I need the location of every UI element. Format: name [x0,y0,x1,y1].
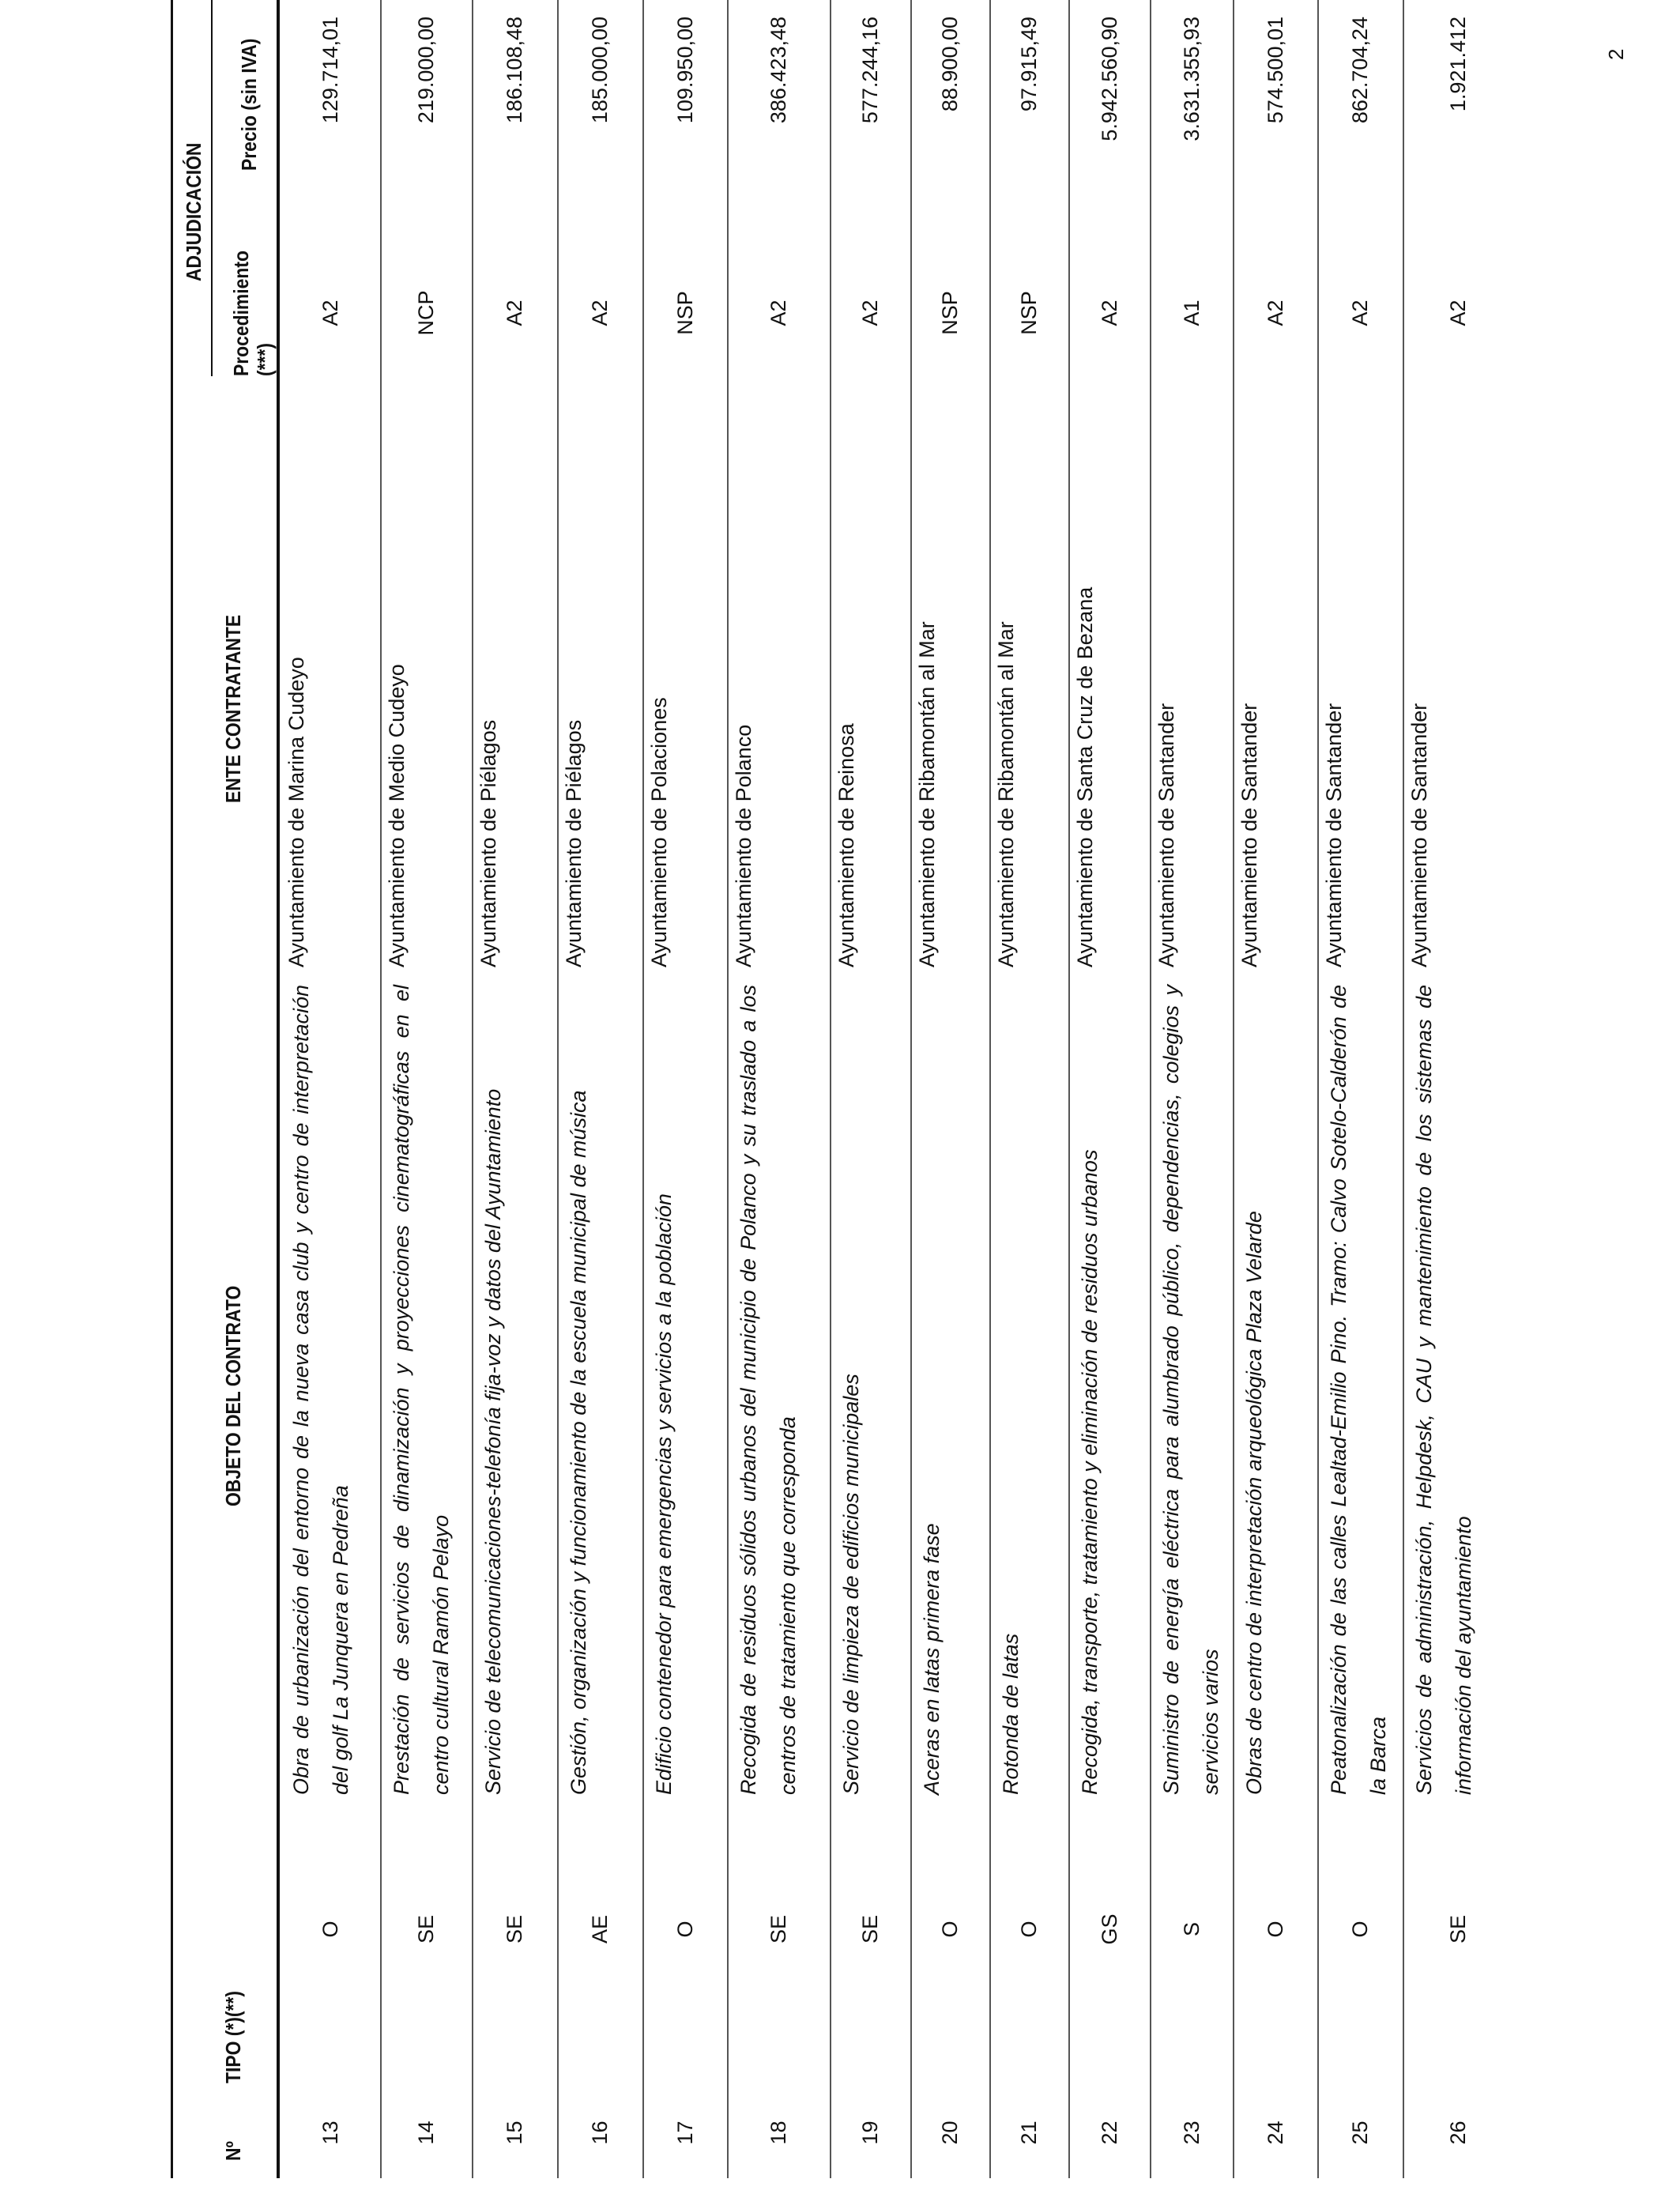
row-objeto: Obras de centro de interpretación arqueológica Plaza Velarde [1242,1211,1266,1795]
row-objeto: Aceras en latas primera fase [920,1523,944,1795]
row-procedimiento: A2 [503,300,526,326]
row-tipo: O [318,1921,342,1938]
row-ente: Ayuntamiento de Ribamontán al Mar [915,621,939,967]
row-procedimiento: NSP [672,291,697,335]
row-objeto: Suministro de energía eléctrica para alumbrado público, dependencias, colegios y servicios varios [1159,985,1222,1795]
row-objeto: Recogida de residuos sólidos urbanos del municipio de Polanco y su traslado a los centros de tratamiento que corresponda [736,985,800,1795]
row-objeto: Rotonda de latas [999,1633,1023,1795]
row-precio: 5.942.560,90 [1097,17,1121,141]
table-row [380,0,472,2194]
row-procedimiento: A2 [318,300,342,326]
row-ente: Ayuntamiento de Polaciones [647,697,671,967]
row-objeto: Peatonalización de las calles Lealtad-Emilio Pino. Tramo: Calvo Sotelo-Calderón de la Barca [1327,985,1390,1795]
row-precio: 386.423,48 [767,17,790,124]
row-number: 19 [858,2120,882,2145]
table-row [830,0,910,2194]
row-procedimiento: NSP [938,291,962,335]
row-objeto: Edificio contenedor para emergencias y servicios a la población [652,1193,676,1795]
row-objeto: Gestión, organización y funcionamiento de la escuela municipal de música [567,1090,590,1795]
row-precio: 577.244,16 [858,17,882,124]
row-precio: 109.950,00 [672,17,697,124]
table-header [170,0,277,2194]
header-tipo: TIPO (*)(**) [220,1991,245,2083]
row-procedimiento: A2 [588,300,612,326]
row-separator [989,0,991,2178]
row-ente: Ayuntamiento de Piélagos [477,719,500,967]
row-tipo: O [938,1921,962,1938]
row-precio: 574.500,01 [1263,17,1287,124]
row-ente: Ayuntamiento de Piélagos [562,719,586,967]
row-tipo: O [1348,1921,1372,1938]
header-procedimiento: Procedimiento (***) [229,251,277,376]
header-objeto: OBJETO DEL CONTRATO [220,1285,245,1506]
row-number: 13 [318,2120,342,2145]
row-separator [642,0,644,2178]
row-precio: 3.631.355,93 [1179,17,1203,141]
row-number: 22 [1097,2120,1121,2145]
row-separator [1150,0,1151,2178]
row-tipo: SE [414,1914,438,1944]
row-ente: Ayuntamiento de Santander [1237,703,1261,967]
row-objeto: Recogida, transporte, tratamiento y eliminación de residuos urbanos [1078,1149,1102,1795]
row-ente: Ayuntamiento de Polanco [732,724,755,967]
row-precio: 186.108,48 [503,17,526,124]
row-precio: 185.000,00 [588,17,612,124]
row-separator [830,0,831,2178]
row-number: 26 [1446,2120,1470,2145]
row-tipo: O [1017,1921,1041,1938]
row-separator [1317,0,1319,2178]
table-row [557,0,642,2194]
row-ente: Ayuntamiento de Santander [1155,703,1178,967]
row-number: 21 [1017,2120,1041,2145]
row-tipo: SE [767,1914,790,1944]
table-row [1233,0,1317,2194]
row-ente: Ayuntamiento de Santander [1322,703,1346,967]
table-row [1403,0,1513,2194]
header-n: Nº [220,2141,245,2161]
row-number: 15 [503,2120,526,2145]
row-separator [380,0,382,2178]
row-precio: 129.714,01 [318,17,342,124]
row-tipo: S [1179,1922,1203,1937]
row-ente: Ayuntamiento de Ribamontán al Mar [994,621,1018,967]
row-ente: Ayuntamiento de Medio Cudeyo [385,664,409,967]
header-ente: ENTE CONTRATANTE [220,614,245,803]
row-number: 16 [588,2120,612,2145]
row-procedimiento: A2 [767,300,790,326]
row-separator [472,0,473,2178]
row-tipo: SE [1446,1914,1470,1944]
row-separator [1403,0,1404,2178]
page-number: 2 [1604,48,1628,60]
row-tipo: GS [1097,1913,1121,1945]
row-procedimiento: A1 [1179,300,1203,326]
row-ente: Ayuntamiento de Marina Cudeyo [284,657,308,967]
row-objeto: Prestación de servicios de dinamización y proyecciones cinematográficas en el centro cultural Ramón Pelayo [390,985,453,1795]
row-procedimiento: NCP [414,290,438,336]
row-number: 17 [672,2120,697,2145]
table-row [280,0,380,2194]
contracts-table [170,0,1475,2194]
table-row [989,0,1068,2194]
header-adjudicacion: ADJUDICACIÓN [181,142,205,281]
row-precio: 862.704,24 [1348,17,1372,124]
row-objeto: Servicio de limpieza de edificios municipales [839,1374,863,1795]
row-objeto: Obra de urbanización del entorno de la nueva casa club y centro de interpretación del golf La Junquera en Pedreña [289,985,352,1795]
row-ente: Ayuntamiento de Santander [1407,703,1431,967]
row-number: 25 [1348,2120,1372,2145]
row-objeto: Servicios de administración, Helpdesk, CAU y mantenimiento de los sistemas de información del ayuntamiento [1412,985,1475,1795]
row-tipo: AE [588,1914,612,1944]
row-procedimiento: A2 [1348,300,1372,326]
row-procedimiento: A2 [858,300,882,326]
table-row [910,0,989,2194]
row-separator [727,0,729,2178]
row-tipo: SE [858,1914,882,1944]
table-row [642,0,727,2194]
row-number: 20 [938,2120,962,2145]
row-procedimiento: A2 [1446,300,1470,326]
row-procedimiento: NSP [1017,291,1041,335]
row-objeto: Servicio de telecomunicaciones-telefonía fija-voz y datos del Ayuntamiento [481,1088,505,1795]
row-tipo: SE [503,1914,526,1944]
row-tipo: O [1263,1921,1287,1938]
row-number: 18 [767,2120,790,2145]
table-row [1068,0,1150,2194]
row-procedimiento: A2 [1097,300,1121,326]
row-separator [910,0,912,2178]
adjudicacion-rule [211,0,213,376]
table-row [472,0,557,2194]
row-precio: 97.915,49 [1017,17,1041,112]
row-ente: Ayuntamiento de Reinosa [834,723,858,967]
row-number: 23 [1179,2120,1203,2145]
row-number: 24 [1263,2120,1287,2145]
row-separator [1233,0,1234,2178]
row-precio: 88.900,00 [938,17,962,112]
row-separator [1068,0,1070,2178]
row-precio: 219.000,00 [414,17,438,124]
header-bottom-rule [277,0,280,2178]
row-ente: Ayuntamiento de Santa Cruz de Bezana [1073,586,1097,967]
row-procedimiento: A2 [1263,300,1287,326]
table-top-rule [171,0,173,2178]
table-row [1150,0,1233,2194]
row-precio: 1.921.412 [1446,17,1470,112]
header-precio: Precio (sin IVA) [236,38,261,171]
table-row [727,0,830,2194]
row-number: 14 [414,2120,438,2145]
table-row [1317,0,1403,2194]
row-separator [557,0,559,2178]
row-tipo: O [672,1921,697,1938]
